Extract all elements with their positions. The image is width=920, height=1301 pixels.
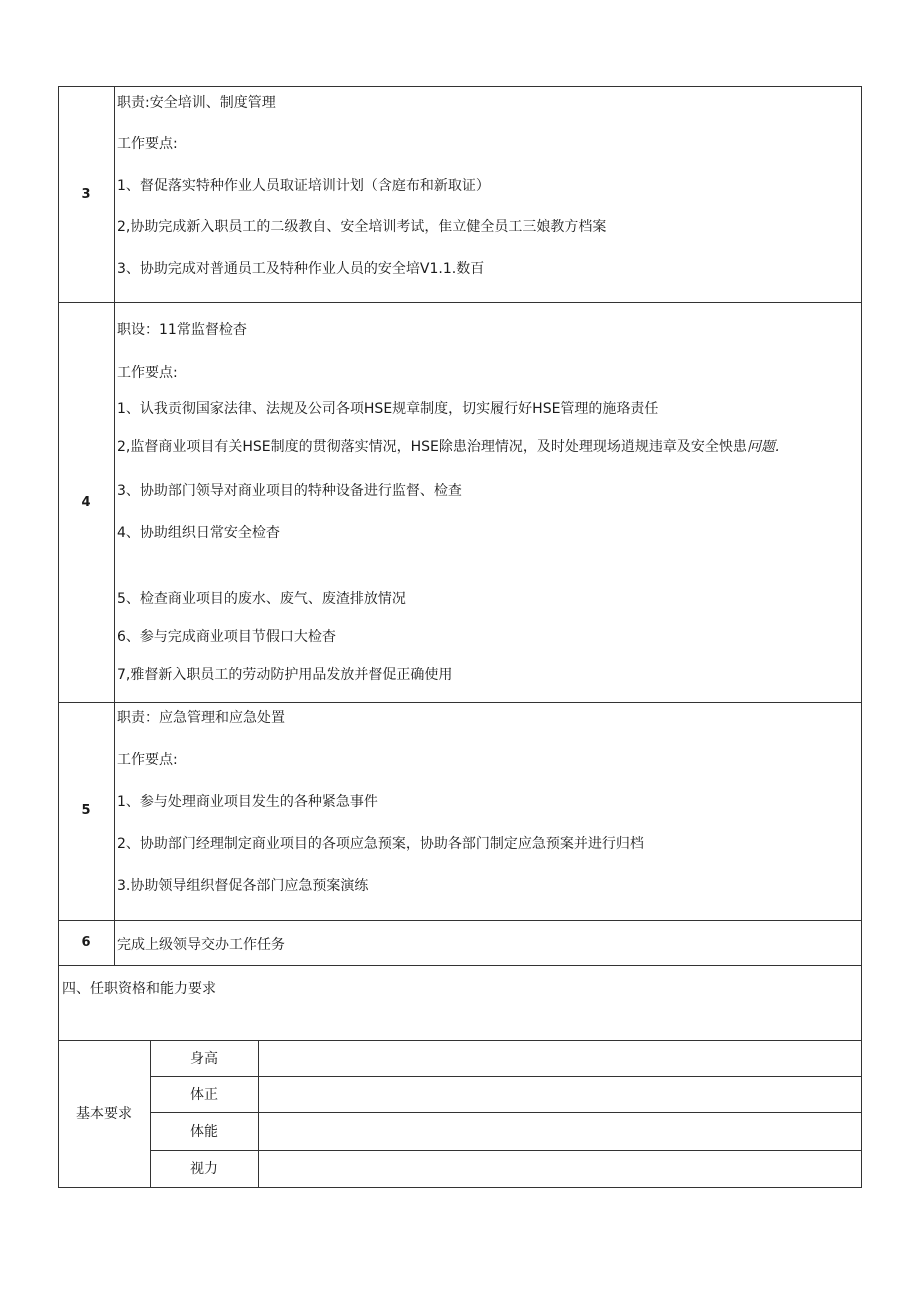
column-divider <box>258 1040 259 1188</box>
duty-line: 1、督促落实特种作业人员取证培训计划（含庭布和新取证） <box>117 178 490 194</box>
duty-line <box>117 438 779 456</box>
duty-line-text: 2,监督商业项目有关HSE制度的贯彻落实情况，HSE除患治理情况，及时处理现场逍规违章及安全怏患 <box>117 439 747 455</box>
duty-title: 职责:安全培训、制度管理 <box>117 95 276 111</box>
row-number: 5 <box>81 803 91 818</box>
basic-requirements-label: 基本要求 <box>76 1106 132 1122</box>
duty-title: 完成上级领导交办工作任务 <box>117 937 285 953</box>
row-divider <box>58 302 862 303</box>
duty-line: 工作要点: <box>117 752 178 768</box>
duty-title: 职设：11常监督检杳 <box>117 322 247 338</box>
value-cell-fitness[interactable] <box>260 1114 860 1149</box>
requirement-vision: 视力 <box>190 1161 218 1177</box>
duty-line: 6、参与完成商业项目节假口大检杳 <box>117 629 336 645</box>
row-number: 4 <box>81 495 91 510</box>
duty-line: 2、协助部门经理制定商业项目的各项应急预案，协助各部门制定应急预案并进行归档 <box>117 836 644 852</box>
duty-line: 4、协助组织日常安全检杳 <box>117 525 280 541</box>
duty-title: 职责：应急管理和应急处置 <box>117 710 285 726</box>
row-divider <box>58 920 862 921</box>
value-cell-vision[interactable] <box>260 1152 860 1187</box>
row-divider <box>150 1112 862 1113</box>
row-divider <box>58 965 862 966</box>
value-cell-physique[interactable] <box>260 1078 860 1111</box>
row-divider <box>150 1150 862 1151</box>
duty-line: 3、协助完成对普通员工及特种作业人员的安全培V1.1.数百 <box>117 261 485 277</box>
row-number: 6 <box>81 935 91 950</box>
duty-line: 5、检查商业项目的废水、废气、废渣排放情况 <box>117 591 406 607</box>
requirement-height: 身高 <box>190 1051 218 1067</box>
column-divider <box>114 86 115 966</box>
duty-line: 工作要点: <box>117 365 178 381</box>
duty-line: 1、认我贡彻国家法律、法规及公司各项HSE规章制度，切实履行好HSE管理的施珞责任 <box>117 401 659 417</box>
duty-line: 2,协助完成新入职员工的二级教自、安全培训考试，隹立健全员工三娘教方档案 <box>117 219 607 235</box>
row-divider <box>150 1076 862 1077</box>
duty-line: 3.协助领导组织督促各部门应急预案演练 <box>117 878 369 894</box>
row-divider <box>58 702 862 703</box>
row-divider <box>58 1040 862 1041</box>
duty-line: 工作要点: <box>117 136 178 152</box>
requirement-fitness: 体能 <box>190 1124 218 1140</box>
duty-line: 7,雅督新入职员工的劳动防护用品发放并督促正确使用 <box>117 667 453 683</box>
duty-line: 1、参与处理商业项目发生的各种紧急事件 <box>117 794 378 810</box>
requirement-physique: 体正 <box>190 1087 218 1103</box>
duty-line-tail: 冋题. <box>746 439 780 455</box>
value-cell-height[interactable] <box>260 1042 860 1075</box>
row-number: 3 <box>81 187 91 202</box>
duty-line: 3、协助部门领导对商业项目的特种设备进行监督、检查 <box>117 483 462 499</box>
section-title: 四、任职资格和能力要求 <box>62 981 216 997</box>
